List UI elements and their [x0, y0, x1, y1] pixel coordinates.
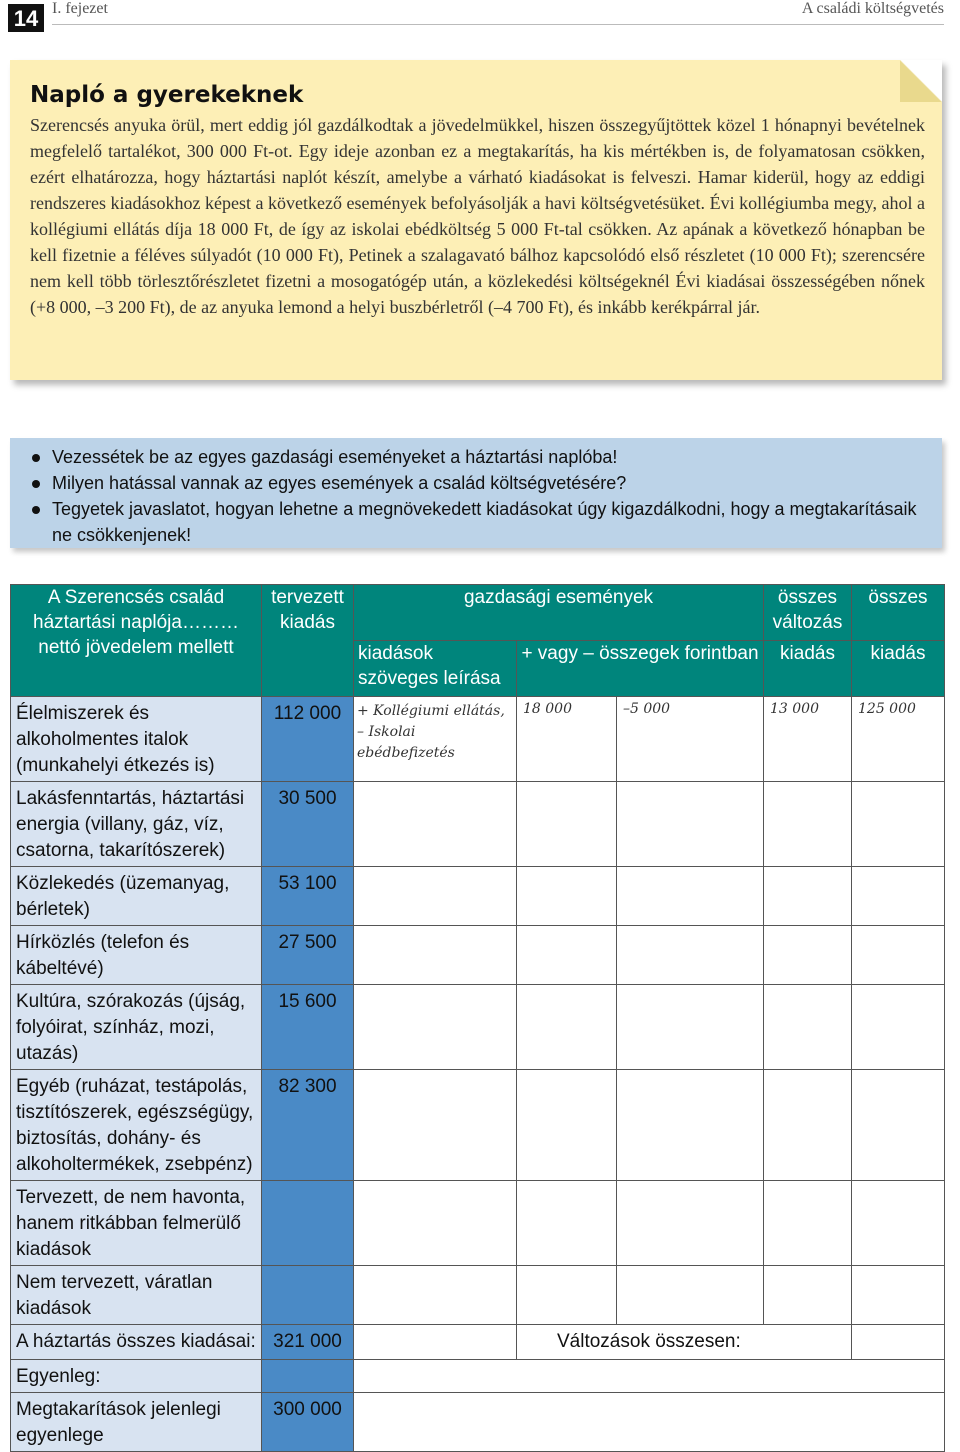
row-category: Élelmiszerek és alkoholmentes italok (munkahelyi étkezés is) [11, 697, 262, 782]
header-divider [52, 24, 944, 25]
row-total[interactable] [852, 926, 945, 985]
header-category: A Szerencsés család háztartási naplója……… nettó jövedelem mellett [11, 585, 262, 697]
row-minus[interactable] [617, 1266, 764, 1325]
row-planned: 112 000 [262, 697, 354, 782]
header-planned: tervezett kiadás [262, 585, 354, 697]
task-list [32, 444, 922, 548]
row-planned: 15 600 [262, 985, 354, 1070]
row-category: Nem tervezett, váratlan kiadások [11, 1266, 262, 1325]
summary-balance-row [11, 1360, 945, 1393]
row-change[interactable] [764, 1070, 852, 1181]
row-total[interactable] [852, 1181, 945, 1266]
header-total-bottom: kiadás [852, 641, 945, 697]
task-box [10, 438, 942, 548]
row-category: Hírközlés (telefon és kábeltévé) [11, 926, 262, 985]
story-box [10, 60, 942, 380]
row-minus[interactable] [617, 782, 764, 867]
table-row [11, 782, 945, 867]
task-item: Milyen hatással vannak az egyes események a család költségvetésére? [32, 470, 922, 496]
row-plus[interactable] [517, 867, 617, 926]
row-category: Tervezett, de nem havonta, hanem ritkábban felmerülő kiadások [11, 1181, 262, 1266]
row-description[interactable] [354, 1266, 517, 1325]
row-description[interactable] [354, 1181, 517, 1266]
row-planned: 27 500 [262, 926, 354, 985]
row-plus[interactable]: 18 000 [517, 697, 617, 782]
row-change[interactable] [764, 782, 852, 867]
row-category: Egyéb (ruházat, testápolás, tisztítószerek, egészségügy, biztosítás, dohány- és alkoholtermékek, zsebpénz) [11, 1070, 262, 1181]
row-plus[interactable] [517, 782, 617, 867]
row-planned: 82 300 [262, 1070, 354, 1181]
row-minus[interactable] [617, 1070, 764, 1181]
chapter-label: I. fejezet [52, 0, 108, 17]
row-change[interactable] [764, 926, 852, 985]
table-row [11, 697, 945, 782]
row-change[interactable] [764, 867, 852, 926]
row-change[interactable] [764, 1266, 852, 1325]
row-planned [262, 1266, 354, 1325]
row-change[interactable] [764, 985, 852, 1070]
row-description[interactable] [354, 926, 517, 985]
row-total[interactable] [852, 1070, 945, 1181]
header-amounts: + vagy – összegek forintban [517, 641, 764, 697]
table-row [11, 1266, 945, 1325]
summary-total-row [11, 1325, 945, 1360]
total-desc-cell[interactable] [354, 1325, 517, 1360]
row-category: Kultúra, szórakozás (újság, folyóirat, színház, mozi, utazás) [11, 985, 262, 1070]
row-plus[interactable] [517, 985, 617, 1070]
story-title: Napló a gyerekeknek [30, 82, 304, 108]
table-row [11, 1181, 945, 1266]
row-total[interactable] [852, 1266, 945, 1325]
page-fold-corner [900, 60, 942, 102]
savings-label: Megtakarítások jelenlegi egyenlege [11, 1393, 262, 1452]
balance-label: Egyenleg: [11, 1360, 262, 1393]
header-total-top: összes [852, 585, 945, 641]
summary-savings-row [11, 1393, 945, 1452]
table-row [11, 867, 945, 926]
changes-total-label: Változások összesen: [517, 1325, 852, 1360]
table-row [11, 1070, 945, 1181]
total-sum-cell[interactable] [852, 1325, 945, 1360]
row-description[interactable] [354, 985, 517, 1070]
balance-planned [262, 1360, 354, 1393]
header-change-top: összes változás [764, 585, 852, 641]
table-row [11, 985, 945, 1070]
row-planned: 30 500 [262, 782, 354, 867]
section-title: A családi költségvetés [801, 0, 944, 17]
row-change[interactable] [764, 1181, 852, 1266]
header-change-bottom: kiadás [764, 641, 852, 697]
task-item: Vezessétek be az egyes gazdasági eseményeket a háztartási naplóba! [32, 444, 922, 470]
row-total[interactable] [852, 782, 945, 867]
row-total[interactable] [852, 867, 945, 926]
row-minus[interactable] [617, 867, 764, 926]
row-total[interactable] [852, 985, 945, 1070]
row-category: Lakásfenntartás, háztartási energia (villany, gáz, víz, csatorna, takarítószerek) [11, 782, 262, 867]
row-change[interactable]: 13 000 [764, 697, 852, 782]
balance-cell[interactable] [354, 1360, 945, 1393]
row-planned: 53 100 [262, 867, 354, 926]
row-category: Közlekedés (üzemanyag, bérletek) [11, 867, 262, 926]
savings-value: 300 000 [262, 1393, 354, 1452]
savings-cell[interactable] [354, 1393, 945, 1452]
row-description[interactable]: + Kollégiumi ellátás, – Iskolai ebédbefizetés [354, 697, 517, 782]
row-minus[interactable] [617, 985, 764, 1070]
household-ledger-table [10, 584, 945, 1452]
row-plus[interactable] [517, 1266, 617, 1325]
table-row [11, 926, 945, 985]
row-total[interactable]: 125 000 [852, 697, 945, 782]
row-plus[interactable] [517, 1181, 617, 1266]
row-minus[interactable] [617, 1181, 764, 1266]
total-expenses-label: A háztartás összes kiadásai: [11, 1325, 262, 1360]
row-description[interactable] [354, 782, 517, 867]
header-events: gazdasági események [354, 585, 764, 641]
row-planned [262, 1181, 354, 1266]
row-minus[interactable]: –5 000 [617, 697, 764, 782]
page-number: 14 [8, 4, 44, 32]
task-item: Tegyetek javaslatot, hogyan lehetne a megnövekedett kiadásokat úgy kigazdálkodni, hogy a megtakarításaik ne csökkenjenek! [32, 496, 922, 548]
row-minus[interactable] [617, 926, 764, 985]
header-description: kiadások szöveges leírása [354, 641, 517, 697]
row-description[interactable] [354, 1070, 517, 1181]
row-description[interactable] [354, 867, 517, 926]
row-plus[interactable] [517, 926, 617, 985]
story-text: Szerencsés anyuka örül, mert eddig jól gazdálkodtak a jövedelmükkel, hiszen összegyűjtöttek közel 1 hónapnyi bevételnek megfelelő tartalékot, 300 000 Ft-ot. Egy ideje azonban ez a megtakarítás, ha kis mértékben is, de folyamatosan csökken, ezért elhatározza, hogy háztartási naplót készít, amelybe a várható kiadásokat is felveszi. Hamar kiderül, hogy az eddigi rendszeres kiadásokhoz képest a következő események befolyásolják a havi költségvetésüket. Évi kollégiumba megy, ahol a kollégiumi ellátás díja 18 000 Ft, de így az iskolai ebédköltség 5 000 Ft-tal csökken. Az apának a következő hónapban be kell fizetnie a féléves súlyadót (10 000 Ft), Petinek a szalagavató bálhoz kapcsolódó első részletet (10 000 Ft); szerencsére nem kell több törlesztőrészletet fizetni a mosogatógép után, a közlekedési költségeknél Évi kiadásai összességében nőnek (+8 000, –3 200 Ft), de az anyuka lemond a helyi buszbérletről (–4 700 Ft), és inkább kerékpárral jár. [30, 115, 925, 317]
total-expenses-value: 321 000 [262, 1325, 354, 1360]
row-plus[interactable] [517, 1070, 617, 1181]
